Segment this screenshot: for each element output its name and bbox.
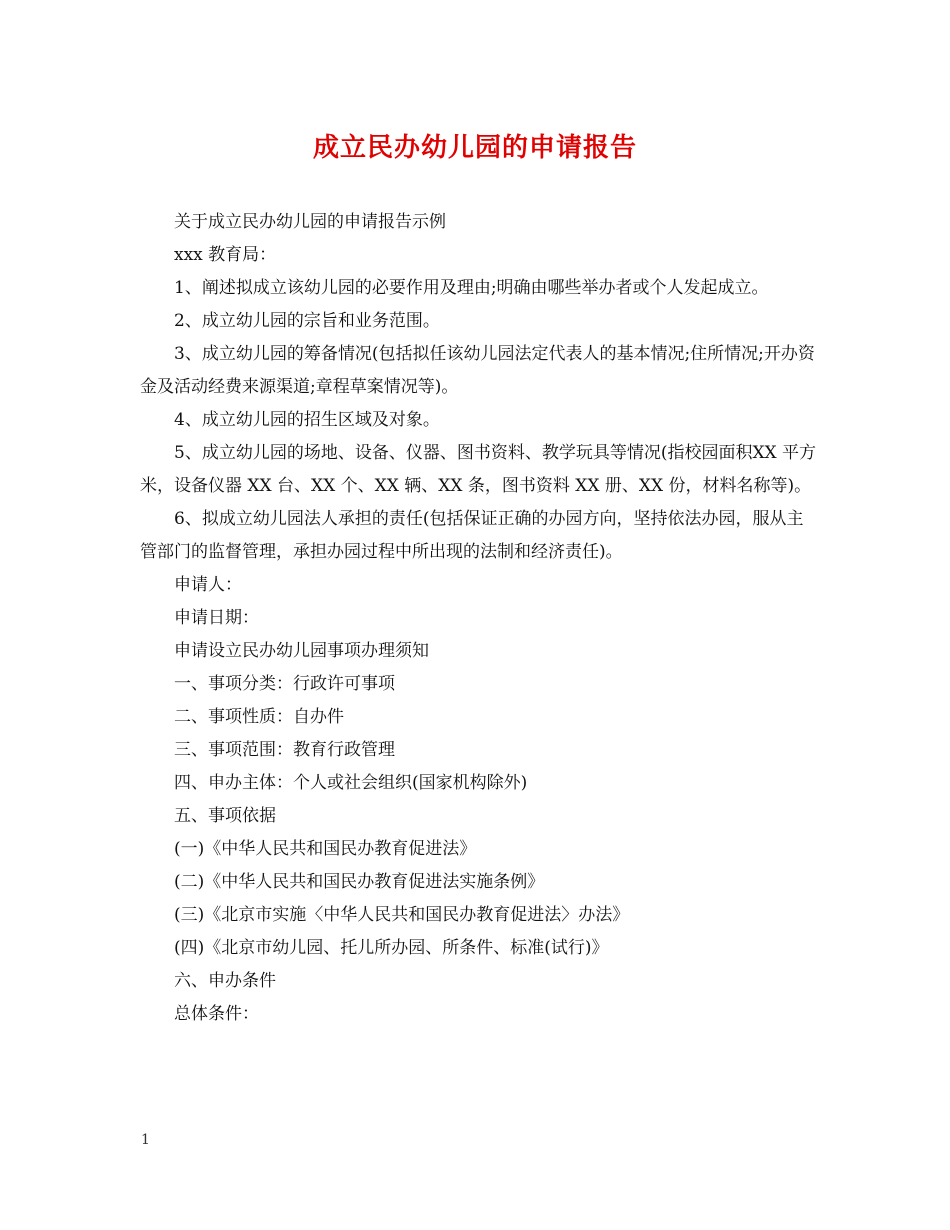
paragraph-basis-4: (四)《北京市幼儿园、托儿所办园、所条件、标准(试行)》 xyxy=(174,938,609,958)
paragraph-notice-title: 申请设立民办幼儿园事项办理须知 xyxy=(174,641,429,661)
paragraph-intro: 关于成立民办幼儿园的申请报告示例 xyxy=(174,212,446,232)
paragraph-addressee: xxx 教育局： xyxy=(174,245,277,265)
paragraph-item-1: 1、阐述拟成立该幼儿园的必要作用及理由;明确由哪些举办者或个人发起成立。 xyxy=(174,278,769,298)
paragraph-section-5: 五、事项依据 xyxy=(174,806,276,826)
paragraph-date: 申请日期： xyxy=(174,608,259,628)
page-number: 1 xyxy=(141,1132,150,1148)
document-body xyxy=(140,206,820,1031)
document-title: 成立民办幼儿园的申请报告 xyxy=(312,133,637,163)
paragraph-section-6: 六、申办条件 xyxy=(174,971,276,991)
paragraph-section-2: 二、事项性质：自办件 xyxy=(174,707,344,727)
paragraph-item-2: 2、成立幼儿园的宗旨和业务范围。 xyxy=(174,311,440,331)
paragraph-basis-3: (三)《北京市实施〈中华人民共和国民办教育促进法〉办法》 xyxy=(174,905,630,925)
paragraph-item-4: 4、成立幼儿园的招生区域及对象。 xyxy=(174,410,440,430)
paragraph-basis-1: (一)《中华人民共和国民办教育促进法》 xyxy=(174,839,477,859)
paragraph-item-6: 6、拟成立幼儿园法人承担的责任(包括保证正确的办园方向，坚持依法办园，服从主管部门的监督管理，承担办园过程中所出现的法制和经济责任)。 xyxy=(140,509,804,562)
paragraph-item-5: 5、成立幼儿园的场地、设备、仪器、图书资料、教学玩具等情况(指校园面积XX 平方米，设备仪器 XX 台、XX 个、XX 辆、XX 条，图书资料 XX 册、XX 份，材料名称等)。 xyxy=(140,443,817,496)
paragraph-section-4: 四、申办主体：个人或社会组织(国家机构除外) xyxy=(174,773,528,793)
paragraph-section-1: 一、事项分类：行政许可事项 xyxy=(174,674,395,694)
paragraph-section-3: 三、事项范围：教育行政管理 xyxy=(174,740,395,760)
paragraph-general-conditions: 总体条件： xyxy=(174,1004,259,1024)
paragraph-basis-2: (二)《中华人民共和国民办教育促进法实施条例》 xyxy=(174,872,545,892)
paragraph-applicant: 申请人： xyxy=(174,575,242,595)
paragraph-item-3: 3、成立幼儿园的筹备情况(包括拟任该幼儿园法定代表人的基本情况;住所情况;开办资金及活动经费来源渠道;章程草案情况等)。 xyxy=(140,344,815,397)
